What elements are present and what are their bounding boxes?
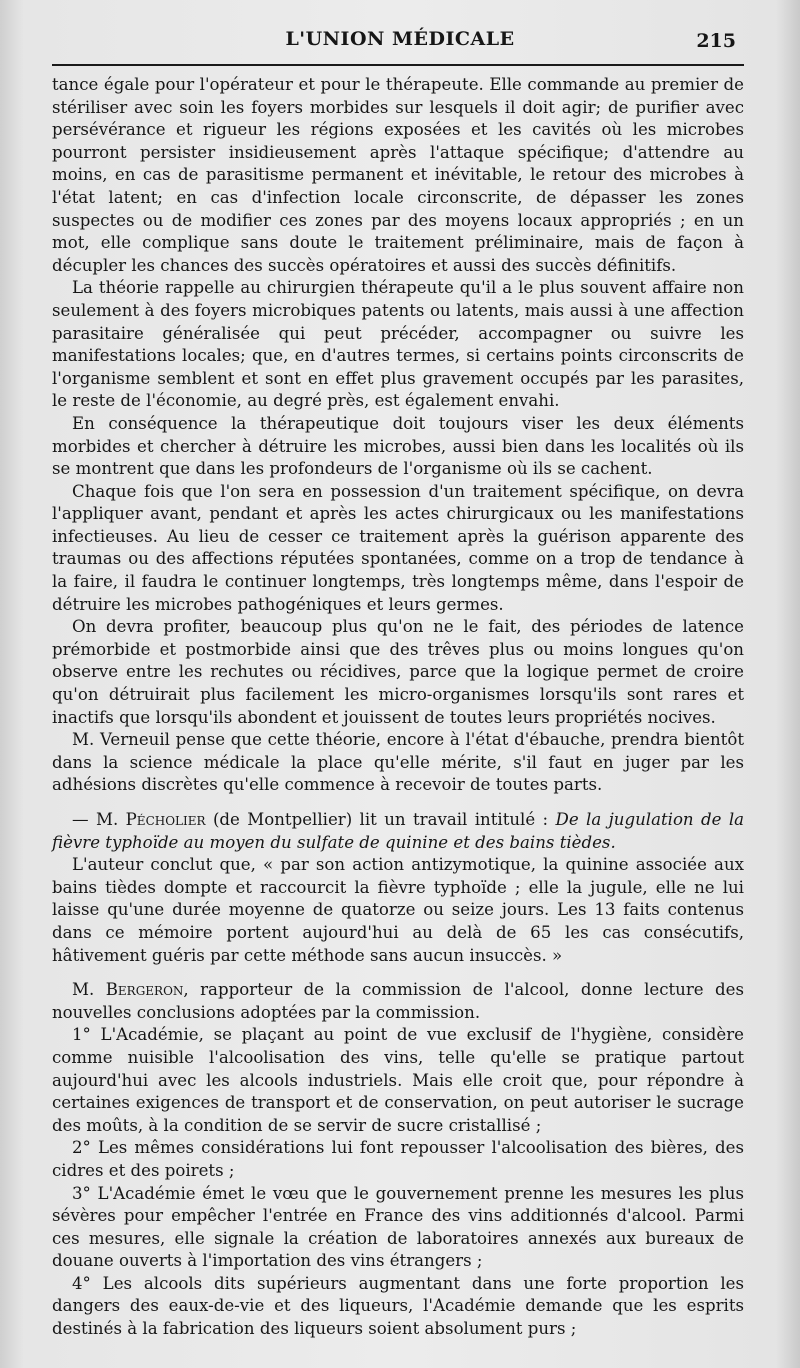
work-title: De la jugulation de la fièvre typhoïde au moyen du sulfate de quinine et des bains tièdes.: [52, 810, 745, 852]
header-rule: [52, 64, 744, 66]
paragraph-verneuil: M. Verneuil pense que cette théorie, encore à l'état d'ébauche, prendra bientôt dans la science médicale la place qu'elle mérite, s'il faut en juger par les adhésions discrètes qu'elle commence à recevoir de toutes parts.: [52, 730, 744, 795]
paragraph-periodes-latence: On devra profiter, beaucoup plus qu'on ne le fait, des périodes de latence prémorbide et postmorbide ainsi que des trêves plus ou moins longues qu'on observe entre les rechutes ou récidives, parce que la logique permet de croire qu'on détruirait plus facilement les micro-organismes lorsqu'ils sont rares et inactifs que lorsqu'ils abondent et jouissent de toutes leurs propriétés nocives.: [52, 617, 744, 727]
paragraph-consequence: En conséquence la thérapeutique doit toujours viser les deux éléments morbides et chercher à détruire les microbes, aussi bien dans les localités où ils se montrent que dans les profondeurs de l'organisme où ils se cachent.: [52, 413, 744, 479]
conclusion-item-3: 3° L'Académie émet le vœu que le gouvernement prenne les mesures les plus sévères pour empêcher l'entrée en France des vins additionnés d'alcool. Parmi ces mesures, elle signale la création de laboratoires annexés aux bureaux de douane ouverts à l'importation des vins étrangers ;: [52, 1183, 744, 1271]
paragraph-pecholier: [52, 809, 744, 854]
pecholier-place: (de Montpellier) lit un travail intitulé :: [212, 810, 549, 829]
author-name-pecholier: Pécholier: [125, 810, 206, 829]
page-number: 215: [696, 30, 736, 52]
conclusion-item-2: 2° Les mêmes considérations lui font repousser l'alcoolisation des bières, des cidres et des poirets ;: [52, 1138, 744, 1180]
paragraph-conclusion-quinine: L'auteur conclut que, « par son action antizymotique, la quinine associée aux bains tièdes dompte et raccourcit la fièvre typhoïde ; elle la jugule, elle ne lui laisse qu'une durée moyenne de quatorze ou seize jours. Les 13 faits contenus dans ce mémoire portent aujourd'hui au delà de 65 les cas consécutifs, hâtivement guéris par cette méthode sans aucun insuccès. »: [52, 855, 744, 965]
paragraph-bergeron: [52, 979, 744, 1024]
paragraph-theorie: La théorie rappelle au chirurgien thérapeute qu'il a le plus souvent affaire non seulement à des foyers microbiques patents ou latents, mais aussi à une affection parasitaire généralisée qui peut précéder, accompagner ou suivre les manifestations locales; que, en d'autres termes, si certains points circonscrits de l'organisme semblent et sont en effet plus gravement occupés par les parasites, le reste de l'économie, au degré près, est également envahi.: [52, 278, 744, 411]
author-name-bergeron: Bergeron: [105, 980, 184, 1000]
page-header: [0, 28, 800, 56]
bergeron-prefix: M.: [72, 980, 95, 1000]
bergeron-rest: , rapporteur de la commission de l'alcool, donne lecture des nouvelles conclusions adoptées par la commission.: [52, 980, 744, 1022]
paragraph-sterilisation: tance égale pour l'opérateur et pour le thérapeute. Elle commande au premier de stériliser avec soin les foyers morbides sur lesquels il doit agir; de purifier avec persévérance et rigueur les régions exposées et les cavités où les microbes pourront persister insidieusement après l'attaque spécifique; d'attendre au moins, en cas de parasitisme permanent et inévitable, le retour des microbes à l'état latent; en cas d'infection locale circonscrite, de dépasser les zones suspectes ou de modifier ces zones par des moyens locaux appropriés ; en un mot, elle complique sans doute le traitement préliminaire, mais de façon à décupler les chances des succès opératoires et aussi des succès définitifs.: [52, 75, 744, 275]
conclusion-item-4: 4° Les alcools dits supérieurs augmentant dans une forte proportion les dangers des eaux-de-vie et des liqueurs, l'Académie demande que les esprits destinés à la fabrication des liqueurs soient absolument purs ;: [52, 1273, 744, 1339]
paragraph-traitement-specifique: Chaque fois que l'on sera en possession d'un traitement spécifique, on devra l'appliquer avant, pendant et après les actes chirurgicaux ou les manifestations infectieuses. Au lieu de cesser ce traitement après la guérison apparente des traumas ou des affections réputées spontanées, comme on a trop de tendance à la faire, il faudra le continuer longtemps, très longtemps même, dans l'espoir de détruire les microbes pathogéniques et leurs germes.: [52, 481, 744, 614]
conclusion-item-1: 1° L'Académie, se plaçant au point de vue exclusif de l'hygiène, considère comme nuisible l'alcoolisation des vins, telle qu'elle se pratique partout aujourd'hui avec les alcools industriels. Mais elle croit que, pour répondre à certaines exigences de transport et de conservation, on peut autoriser le sucrage des moûts, à la condition de se servir de sucre cristallisé ;: [52, 1025, 744, 1135]
running-title: L'UNION MÉDICALE: [285, 28, 515, 50]
body-text: [52, 74, 744, 1341]
pecholier-dash: — M.: [72, 810, 119, 829]
